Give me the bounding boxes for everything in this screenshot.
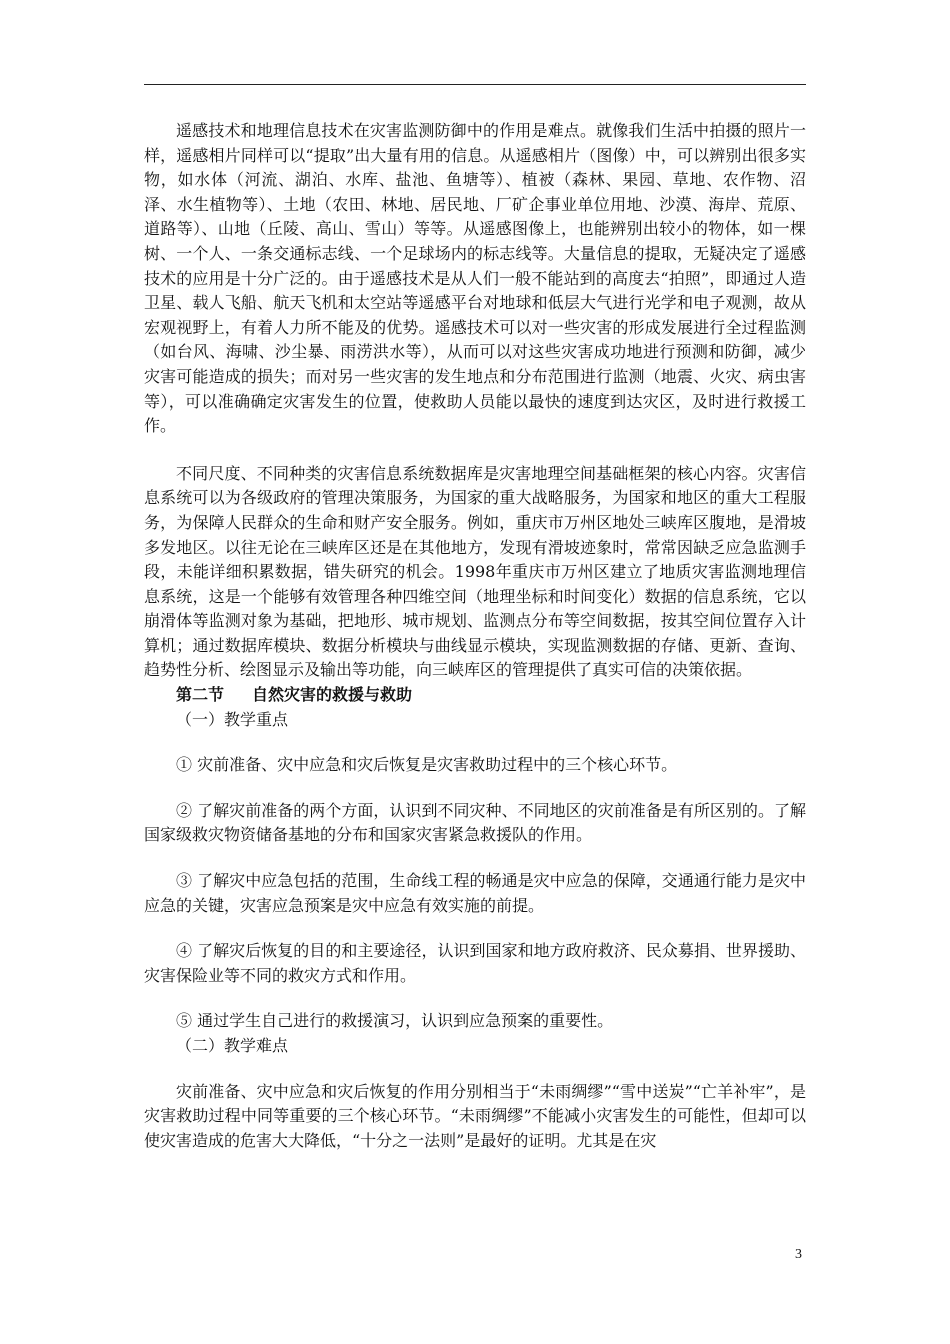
page-number: 3 bbox=[795, 1247, 802, 1262]
focus-heading: （一）教学重点 bbox=[176, 709, 289, 729]
focus-item-2: ② 了解灾前准备的两个方面，认识到不同灾种、不同地区的灾前准备是有所区别的。了解国家级救灾物资储备基地的分布和国家灾害紧急救援队的作用。 bbox=[144, 800, 806, 845]
page-body bbox=[144, 119, 806, 1153]
difficulty-paragraph: 灾前准备、灾中应急和灾后恢复的作用分别相当于“未雨绸缪”“雪中送炭”“亡羊补牢”，是灾害救助过程中同等重要的三个核心环节。“未雨绸缪”不能减小灾害发生的可能性，但却可以使灾害造成的危害大大降低，“十分之一法则”是最好的证明。尤其是在灾 bbox=[144, 1081, 806, 1150]
difficulty-heading: （二）教学难点 bbox=[176, 1036, 289, 1055]
section-heading bbox=[144, 683, 806, 708]
header-rule bbox=[144, 84, 806, 85]
paragraph-gis-database: 不同尺度、不同种类的灾害信息系统数据库是灾害地理空间基础框架的核心内容。灾害信息系统可以为各级政府的管理决策服务，为国家的重大战略服务，为国家和地区的重大工程服务，为保障人民群众的生命和财产安全服务。例如，重庆市万州区地处三峡库区腹地，是滑坡多发地区。以往无论在三峡库区还是在其他地方，发现有滑坡迹象时，常常因缺乏应急监测手段，未能详细积累数据，错失研究的机会。1998年重庆市万州区建立了地质灾害监测地理信息系统，这是一个能够有效管理各种四维空间（地理坐标和时间变化）数据的信息系统，它以崩滑体等监测对象为基础，把地形、城市规划、监测点分布等空间数据，按其空间位置存入计算机；通过数据库模块、数据分析模块与曲线显示模块，实现监测数据的存储、更新、查询、趋势性分析、绘图显示及输出等功能，向三峡库区的管理提供了真实可信的决策依据。 bbox=[144, 463, 806, 680]
section-number: 第二节 bbox=[176, 685, 225, 705]
paragraph-remote-sensing: 遥感技术和地理信息技术在灾害监测防御中的作用是难点。就像我们生活中拍摄的照片一样，遥感相片同样可以“提取”出大量有用的信息。从遥感相片（图像）中，可以辨别出很多实物，如水体（河流、湖泊、水库、盐池、鱼塘等）、植被（森林、果园、草地、农作物、沼泽、水生植物等）、土地（农田、林地、居民地、厂矿企事业单位用地、沙漠、海岸、荒原、道路等）、山地（丘陵、高山、雪山）等等。从遥感图像上，也能辨别出较小的物体，如一棵树、一个人、一条交通标志线、一个足球场内的标志线等。大量信息的提取，无疑决定了遥感技术的应用是十分广泛的。由于遥感技术是从人们一般不能站到的高度去“拍照”，即通过人造卫星、载人飞船、航天飞机和太空站等遥感平台对地球和低层大气进行光学和电子观测，故从宏观视野上，有着人力所不能及的优势。遥感技术可以对一些灾害的形成发展进行全过程监测（如台风、海啸、沙尘暴、雨涝洪水等），从而可以对这些灾害成功地进行预测和防御，减少灾害可能造成的损失；而对另一些灾害的发生地点和分布范围进行监测（地震、火灾、病虫害等），可以准确确定灾害发生的位置，使救助人员能以最快的速度到达灾区，及时进行救援工作。 bbox=[144, 121, 806, 436]
focus-item-5: ⑤ 通过学生自己进行的救援演习，认识到应急预案的重要性。 bbox=[176, 1011, 614, 1031]
focus-item-1: ① 灾前准备、灾中应急和灾后恢复是灾害救助过程中的三个核心环节。 bbox=[176, 755, 678, 775]
section-title: 自然灾害的救援与救助 bbox=[252, 685, 413, 705]
focus-item-4: ④ 了解灾后恢复的目的和主要途径，认识到国家和地方政府救济、民众募捐、世界援助、灾害保险业等不同的救灾方式和作用。 bbox=[144, 941, 806, 985]
focus-item-3: ③ 了解灾中应急包括的范围，生命线工程的畅通是灾中应急的保障，交通通行能力是灾中应急的关键，灾害应急预案是灾中应急有效实施的前提。 bbox=[144, 871, 806, 915]
